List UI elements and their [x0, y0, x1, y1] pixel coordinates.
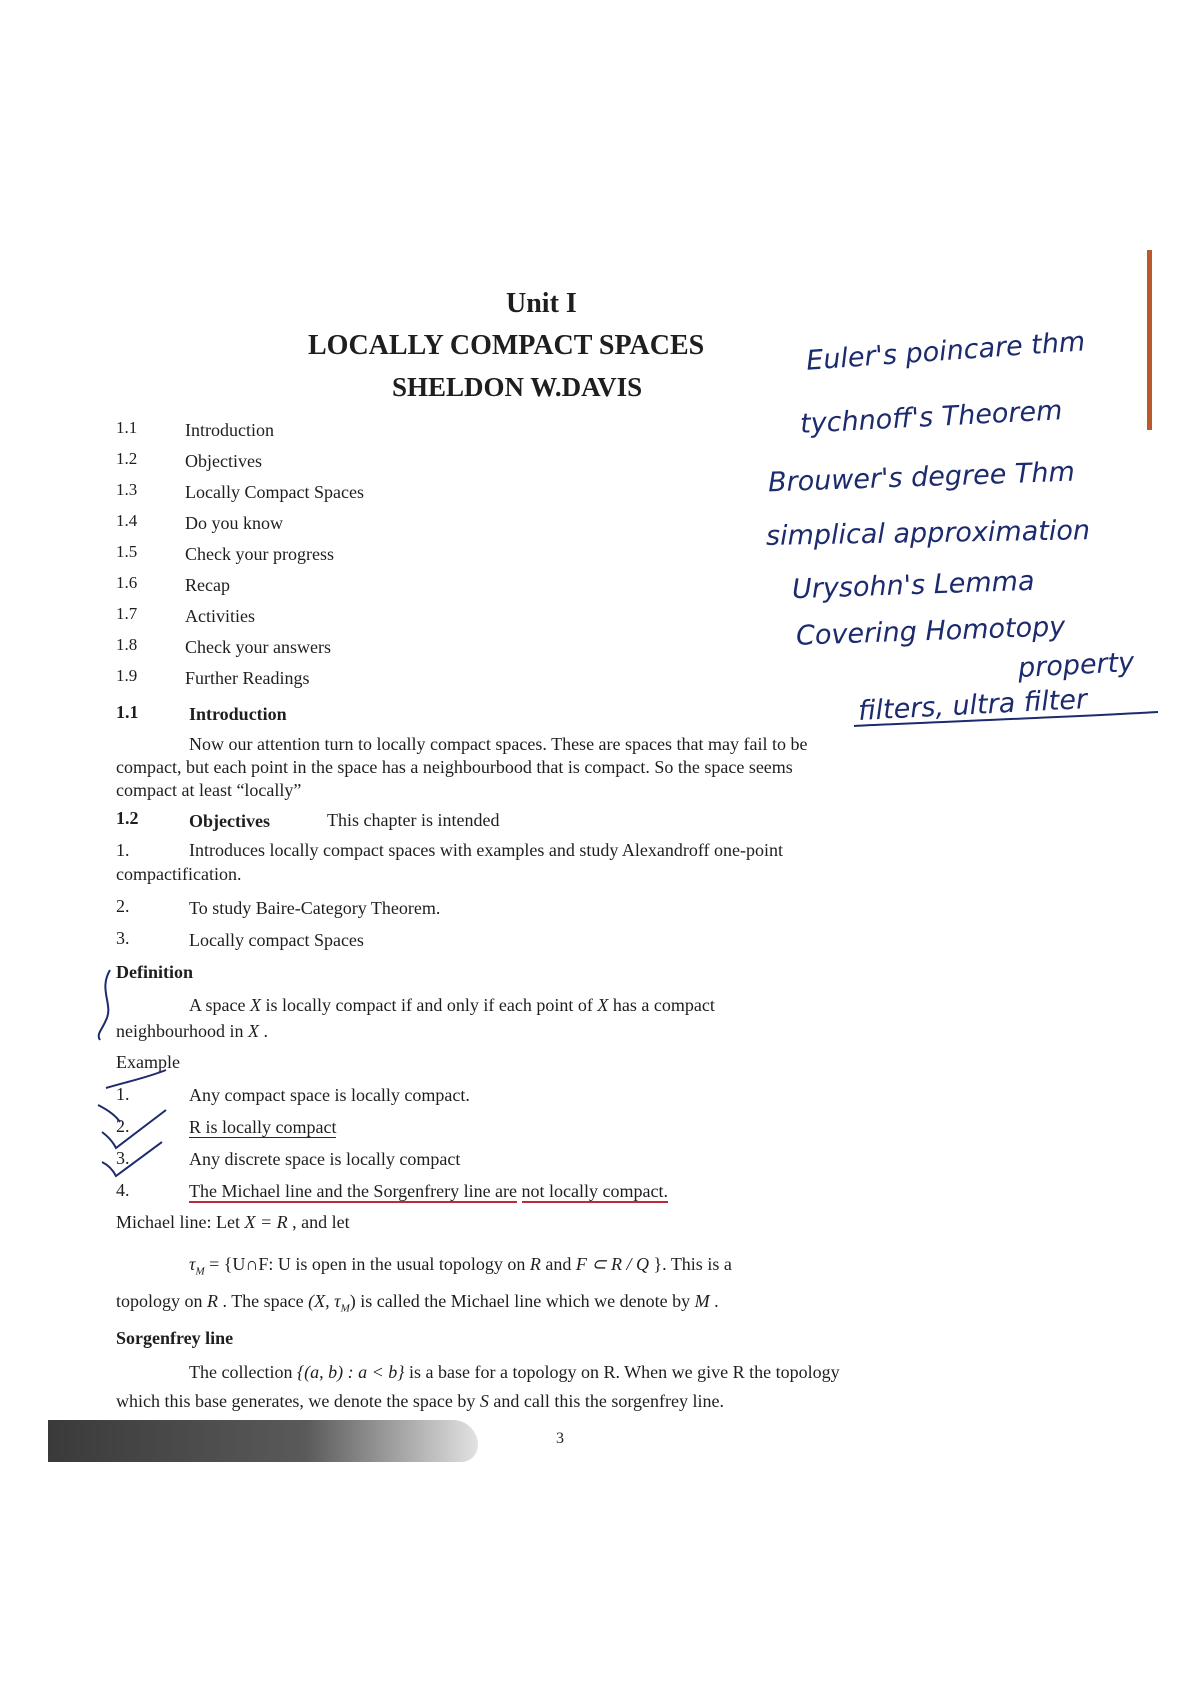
definition-line: [189, 995, 715, 1016]
scan-shadow: [48, 1420, 478, 1462]
handwritten-note: Euler's poincare thm: [805, 326, 1087, 377]
section-heading: Introduction: [189, 704, 287, 724]
page-number: 3: [556, 1430, 564, 1447]
definition-text: A space: [189, 995, 246, 1015]
michael-text: . The space: [222, 1291, 304, 1311]
michael-line-intro: [116, 1212, 350, 1233]
toc-number: 1.8: [116, 635, 138, 654]
michael-line-conclusion: [116, 1291, 719, 1315]
toc-label: Further Readings: [185, 668, 310, 688]
math-variable: X: [249, 995, 261, 1015]
math-expression: F ⊂ R / Q: [575, 1254, 649, 1274]
paragraph-line: compact, but each point in the space has a neighbourbood that is compact. So the space seems: [116, 757, 793, 777]
definition-text: neighbourhood in: [116, 1021, 244, 1041]
list-item: Any discrete space is locally compact: [189, 1149, 461, 1169]
michael-text: = {U∩F: U is open in the usual topology on: [209, 1254, 526, 1274]
math-expression: (X, τ: [308, 1291, 341, 1311]
definition-text: .: [263, 1021, 268, 1041]
sorgenfrey-text: and call this the sorgenfrey line.: [493, 1391, 724, 1411]
toc-label: Check your progress: [185, 544, 334, 564]
handwritten-note: simplical approximation: [765, 515, 1091, 552]
math-variable: X: [248, 1021, 259, 1041]
toc-number: 1.1: [116, 418, 138, 437]
list-number: 4.: [116, 1180, 130, 1200]
list-item: Introduces locally compact spaces with examples and study Alexandroff one-point: [189, 840, 783, 860]
sorgenfrey-text: The collection: [189, 1362, 293, 1382]
sorgenfrey-heading: Sorgenfrey line: [116, 1328, 234, 1348]
page-edge-mark: [1147, 250, 1152, 430]
math-symbol: τ: [189, 1254, 196, 1274]
toc-label: Activities: [185, 606, 255, 626]
math-variable: M: [694, 1291, 710, 1311]
toc-number: 1.4: [116, 511, 138, 530]
toc-label: Objectives: [185, 451, 262, 471]
list-item: To study Baire-Category Theorem.: [189, 898, 441, 918]
list-item-text: R is locally compact: [189, 1117, 337, 1137]
chapter-title: LOCALLY COMPACT SPACES: [308, 330, 705, 361]
section-number: 1.2: [116, 808, 139, 828]
section-heading: Objectives: [189, 811, 270, 831]
toc-label: Locally Compact Spaces: [185, 482, 364, 502]
sorgenfrey-text: which this base generates, we denote the space by: [116, 1391, 476, 1411]
definition-heading: Definition: [116, 962, 194, 982]
michael-line-definition: [189, 1254, 732, 1278]
paragraph-line: Now our attention turn to locally compact spaces. These are spaces that may fail to be: [189, 734, 808, 754]
sorgenfrey-text: is a base for a topology on R. When we give R the topology: [409, 1362, 840, 1382]
definition-text: is locally compact if and only if each point of: [265, 995, 593, 1015]
toc-number: 1.7: [116, 604, 138, 623]
michael-text: topology on: [116, 1291, 203, 1311]
list-item-text: The Michael line and the Sorgenfrery line are: [189, 1181, 518, 1201]
math-expression: {(a, b) : a < b}: [296, 1362, 405, 1382]
list-number: 1.: [116, 840, 130, 860]
list-number: 2.: [116, 896, 130, 916]
section-note: This chapter is intended: [327, 810, 500, 830]
michael-text: Michael line: Let: [116, 1212, 240, 1232]
math-subscript: M: [195, 1265, 205, 1278]
unit-title: Unit I: [506, 288, 577, 319]
example-heading: Example: [116, 1052, 180, 1072]
definition-text: has a compact: [612, 995, 715, 1015]
toc-number: 1.2: [116, 449, 138, 468]
handwritten-note: tychnoff's Theorem: [799, 395, 1064, 440]
handwritten-note: filters, ultra filter: [857, 684, 1088, 727]
list-number: 3.: [116, 1148, 130, 1168]
sorgenfrey-line: [116, 1391, 724, 1412]
michael-text: is called the Michael line which we denote by: [360, 1291, 691, 1311]
list-number: 3.: [116, 928, 130, 948]
math-variable: X: [597, 995, 609, 1015]
paragraph-line: compact at least “locally”: [116, 780, 302, 800]
list-item: Any compact space is locally compact.: [189, 1085, 470, 1105]
handwritten-marks: [96, 960, 206, 1200]
toc-label: Check your answers: [185, 637, 331, 657]
michael-text: , and let: [292, 1212, 350, 1232]
toc-label: Recap: [185, 575, 230, 595]
math-variable: R: [529, 1254, 541, 1274]
michael-text: .: [714, 1291, 719, 1311]
author-name: SHELDON W.DAVIS: [392, 372, 643, 402]
list-number: 2.: [116, 1116, 130, 1136]
handwritten-note: Brouwer's degree Thm: [767, 456, 1076, 499]
michael-text: and: [545, 1254, 572, 1274]
list-item-continuation: compactification.: [116, 864, 242, 884]
toc-number: 1.5: [116, 542, 138, 561]
handwritten-note: Urysohn's Lemma: [791, 565, 1035, 606]
handwritten-note: property: [1017, 646, 1135, 685]
list-item: [189, 1181, 668, 1202]
math-variable: S: [479, 1391, 489, 1411]
list-item: [189, 1117, 336, 1138]
michael-text: ): [349, 1291, 356, 1311]
toc-number: 1.9: [116, 666, 138, 685]
toc-label: Introduction: [185, 420, 274, 440]
list-item-text: not locally compact.: [521, 1181, 668, 1201]
list-number: 1.: [116, 1084, 130, 1104]
math-expression: X = R: [244, 1212, 288, 1232]
handwritten-underline: [852, 700, 1162, 730]
math-subscript: M: [340, 1302, 350, 1315]
michael-text: }. This is a: [653, 1254, 732, 1274]
toc-number: 1.6: [116, 573, 138, 592]
toc-number: 1.3: [116, 480, 138, 499]
math-variable: R: [207, 1291, 219, 1311]
section-number: 1.1: [116, 702, 139, 722]
handwritten-note: Covering Homotopy: [795, 611, 1066, 652]
list-item: Locally compact Spaces: [189, 930, 364, 950]
toc-label: Do you know: [185, 513, 283, 533]
sorgenfrey-line: [189, 1362, 840, 1383]
